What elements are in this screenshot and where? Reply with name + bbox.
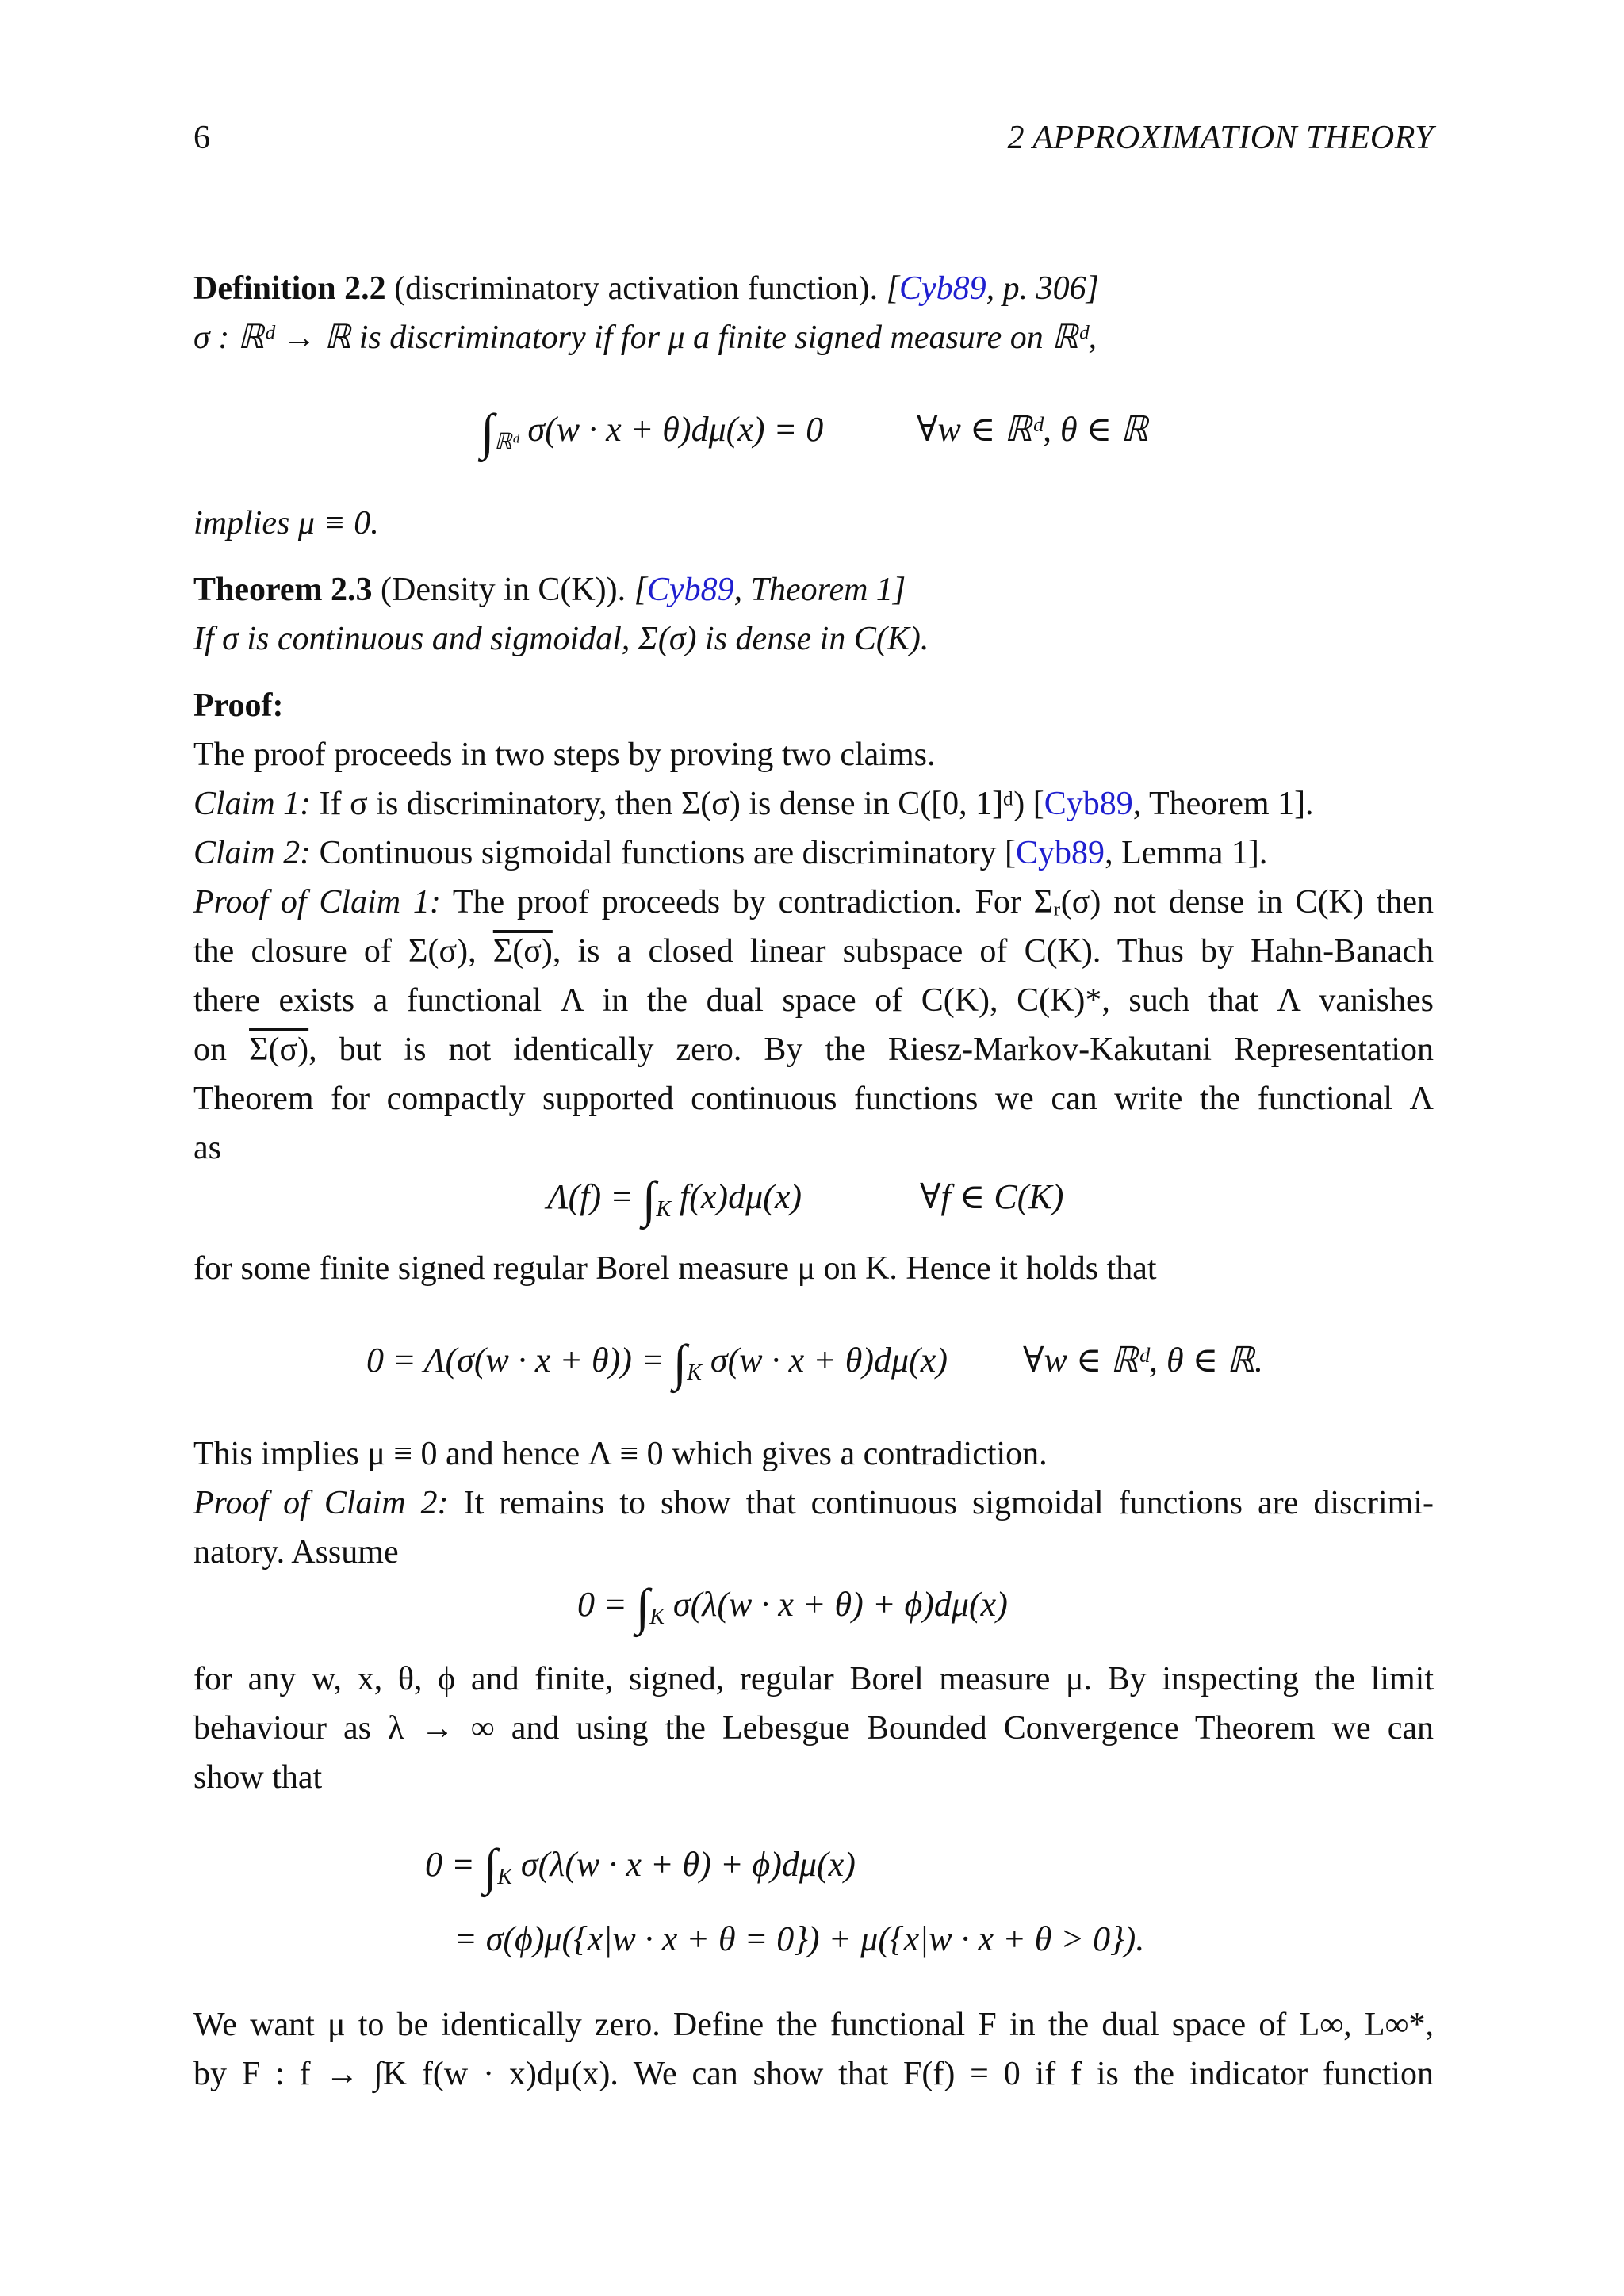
proof-claim-1-line-6: as	[193, 1130, 221, 1166]
equation-vanishing-condition: ∀w ∈ ℝᵈ, θ ∈ ℝ.	[1023, 1341, 1263, 1380]
proof-claim-1-line-3: there exists a functional Λ in the dual space of C(K), C(K)*, such that Λ vanishes	[193, 982, 1434, 1019]
definition-statement: σ : ℝᵈ → ℝ is discriminatory if for μ a finite signed measure on ℝᵈ,	[193, 320, 1097, 356]
equation-vanishing: $0 = \Lambda(\sigma(w \cdot x + \theta)) = \int_K$ σ(w · x + θ)dμ(x)	[366, 1334, 948, 1391]
definition-conclusion: implies μ ≡ 0.	[193, 505, 379, 541]
proof-claim-2-line-2: natory. Assume	[193, 1534, 399, 1571]
equation-assume: $0 = \int_K$ σ(λ(w · x + θ) + ϕ)dμ(x)	[577, 1578, 1008, 1635]
proof-claim-1-conclusion: This implies μ ≡ 0 and hence Λ ≡ 0 which gives a contradiction.	[193, 1436, 1048, 1472]
theorem-label: Theorem 2.3	[193, 572, 373, 608]
proof-claim-2-line-6: We want μ to be identically zero. Define the functional F in the dual space of L∞, L∞*,	[193, 2007, 1434, 2043]
proof-claim-2-line-1: Proof of Claim 2: It remains to show that continuous sigmoidal functions are discrimi-	[193, 1485, 1434, 1521]
proof-claim-1-line-7: for some finite signed regular Borel measure μ on K. Hence it holds that	[193, 1250, 1157, 1287]
proof-claim-2-line-5: show that	[193, 1759, 323, 1796]
claim-1: Claim 1: If σ is discriminatory, then Σ(σ) is dense in C([0, 1]ᵈ) [Cyb89, Theorem 1].	[193, 786, 1314, 822]
proof-claim-1-line-2: the closure of Σ(σ), Σ(σ), is a closed linear subspace of C(K). Thus by Hahn-Banach	[193, 933, 1434, 970]
theorem-statement: If σ is continuous and sigmoidal, Σ(σ) is dense in C(K).	[193, 621, 929, 657]
definition-label: Definition 2.2	[193, 270, 386, 307]
proof-claim-2-line-4: behaviour as λ → ∞ and using the Lebesgue Bounded Convergence Theorem we can	[193, 1710, 1434, 1747]
definition-name: (discriminatory activation function).	[394, 270, 879, 307]
equation-limit-line-1: $0 = \int_K$ σ(λ(w · x + θ) + ϕ)dμ(x)	[425, 1839, 856, 1895]
citation-link[interactable]: Cyb89	[1044, 786, 1133, 822]
proof-claim-1-line-5: Theorem for compactly supported continuous functions we can write the functional Λ	[193, 1081, 1434, 1117]
citation-link[interactable]: Cyb89	[647, 572, 734, 608]
equation-riesz-condition: ∀f ∈ C(K)	[920, 1177, 1064, 1216]
theorem-name: (Density in C(K)).	[381, 572, 626, 608]
equation-discriminatory: $\int_{ℝᵈ}$ σ(w · x + θ)dμ(x) = 0	[481, 404, 824, 460]
claim-2: Claim 2: Continuous sigmoidal functions are discriminatory [Cyb89, Lemma 1].	[193, 835, 1268, 871]
definition-heading: Definition 2.2 (discriminatory activation function). [Cyb89, p. 306]	[193, 270, 1100, 307]
equation-riesz: $\Lambda(f) = \int_K$ f(x)dμ(x)	[547, 1171, 802, 1227]
citation-link[interactable]: Cyb89	[1016, 835, 1105, 871]
page-number: 6	[193, 120, 210, 156]
proof-heading: Proof:	[193, 687, 284, 724]
proof-claim-1-line-1: Proof of Claim 1: The proof proceeds by contradiction. For Σᵣ(σ) not dense in C(K) then	[193, 884, 1434, 920]
equation-discriminatory-condition: ∀w ∈ ℝᵈ, θ ∈ ℝ	[917, 410, 1148, 449]
proof-intro: The proof proceeds in two steps by proving two claims.	[193, 737, 936, 773]
proof-claim-2-line-7: by F : f → ∫K f(w · x)dμ(x). We can show that F(f) = 0 if f is the indicator function	[193, 2056, 1434, 2092]
citation-link[interactable]: Cyb89	[899, 270, 986, 307]
running-header: 2 APPROXIMATION THEORY	[1007, 120, 1434, 156]
proof-claim-1-line-4: on Σ(σ), but is not identically zero. By the Riesz-Markov-Kakutani Representation	[193, 1031, 1434, 1068]
proof-claim-2-line-3: for any w, x, θ, ϕ and finite, signed, regular Borel measure μ. By inspecting the limit	[193, 1661, 1434, 1697]
theorem-heading: Theorem 2.3 (Density in C(K)). [Cyb89, Theorem 1]	[193, 572, 906, 608]
equation-limit-line-2: = σ(ϕ)μ({x|w · x + θ = 0}) + μ({x|w · x + θ > 0}).	[454, 1919, 1145, 1958]
